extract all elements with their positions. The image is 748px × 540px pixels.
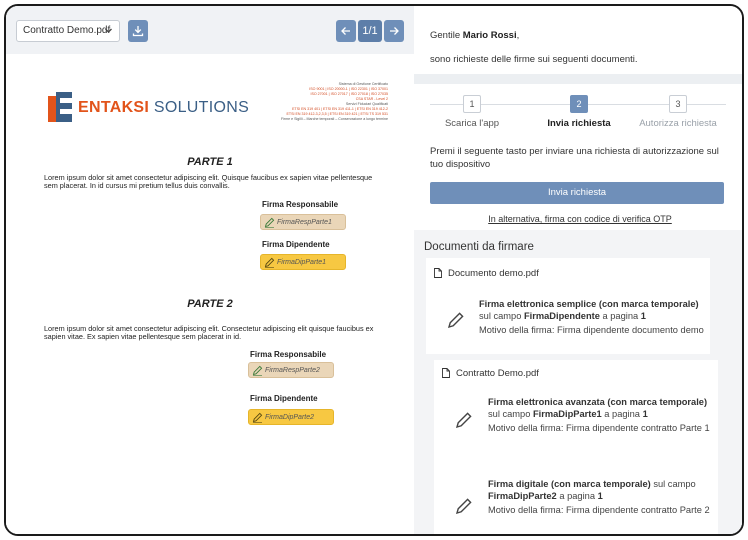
step-label: Scarica l'app — [444, 118, 500, 129]
page-indicator — [358, 20, 382, 42]
instruction-text: Premi il seguente tasto per inviare una richiesta di autorizzazione sul tuo dispositivo — [430, 146, 719, 170]
logo-word-bold: ENTAKSI — [78, 99, 150, 116]
pdf-viewer — [6, 6, 414, 534]
signature-field: FirmaDipParte2 — [488, 491, 557, 501]
download-button[interactable] — [128, 20, 148, 42]
user-name: Mario Rossi — [462, 30, 517, 41]
page-indicator-text: 1/1 — [362, 25, 378, 37]
part1-title: PARTE 1 — [187, 156, 233, 168]
signature-page: 1 — [640, 311, 646, 321]
pdf-page — [6, 54, 414, 534]
pen-icon — [252, 365, 263, 376]
document-card — [434, 360, 718, 534]
cert-line: ETSI EN 319 412-3,2,3,5 | ETSI EN 319 421 | ETSI TS 319 531 — [286, 112, 388, 116]
pen-icon — [264, 257, 275, 268]
signature-page: 1 — [642, 409, 648, 419]
file-select[interactable] — [16, 20, 120, 42]
cert-line: ETSI EN 319 401 | ETSI EN 319 411-1 | ETSI EN 319 412-2 — [292, 107, 388, 111]
step-label: Autorizza richiesta — [639, 118, 717, 129]
otp-link[interactable]: In alternativa, firma con codice di verifica OTP — [488, 214, 672, 224]
prev-page-button[interactable] — [336, 20, 356, 42]
arrow-right-icon — [388, 28, 400, 40]
signature-type: Firma digitale (con marca temporale) — [488, 479, 651, 489]
step-2 — [529, 94, 629, 129]
field-prefix: sul campo — [653, 479, 696, 489]
file-icon — [442, 368, 450, 378]
part1-resp-label: Firma Responsabile — [262, 200, 339, 209]
cert-line: ISO 27001 | ISO 27017 | ISO 27018 | ISO 27035 — [310, 92, 388, 96]
greeting — [430, 30, 519, 41]
page-prefix: a pagina — [604, 409, 640, 419]
document-card — [426, 258, 710, 354]
signature-reason: Motivo della firma: Firma dipendente documento demo — [479, 325, 704, 335]
document-name: Documento demo.pdf — [448, 268, 539, 279]
part1-dip-field[interactable] — [260, 254, 346, 270]
part1-text: Lorem ipsum dolor sit amet consectetur adipiscing elit. Quisque faucibus ex sapien vitae pellentesque sem placerat. In id cursus mi pretium tellus duis convallis. — [44, 173, 373, 191]
arrow-left-icon — [340, 28, 352, 40]
certification-block — [238, 82, 388, 122]
pen-icon — [454, 496, 474, 516]
file-icon — [434, 268, 442, 278]
pen-icon — [446, 310, 466, 330]
step-label: Invia richiesta — [547, 118, 611, 129]
signature-reason: Motivo della firma: Firma dipendente contratto Parte 2 — [488, 505, 710, 515]
signature-type: Firma elettronica semplice (con marca temporale) — [479, 299, 699, 309]
part2-text: Lorem ipsum dolor sit amet consectetur adipiscing elit. Consectetur adipiscing elit quisque faucibus ex sapien vitae. Ex sapien vitae pellentesque sem placerat in id. — [44, 324, 374, 342]
part2-title: PARTE 2 — [187, 298, 233, 310]
chevron-down-icon — [104, 21, 113, 48]
part2-dip-field[interactable] — [248, 409, 334, 425]
file-select-value: Contratto Demo.pdf — [23, 25, 111, 36]
signature-reason: Motivo della firma: Firma dipendente contratto Parte 1 — [488, 423, 710, 433]
part2-resp-field-name: FirmaRespParte2 — [265, 367, 320, 374]
divider-band — [414, 74, 744, 84]
viewer-toolbar — [6, 6, 414, 54]
part2-resp-field[interactable] — [248, 362, 334, 378]
app-window — [4, 4, 744, 536]
page-prefix: a pagina — [559, 491, 595, 501]
pen-icon — [252, 412, 263, 423]
step-number: 3 — [669, 95, 687, 113]
signature-type: Firma elettronica avanzata (con marca temporale) — [488, 397, 708, 407]
logo-mark — [48, 92, 76, 124]
greeting-prefix: Gentile — [430, 30, 461, 41]
pen-icon — [264, 217, 275, 228]
pen-icon — [454, 410, 474, 430]
part2-resp-label: Firma Responsabile — [250, 350, 327, 359]
logo-word-rest: SOLUTIONS — [153, 99, 250, 116]
document-name: Contratto Demo.pdf — [456, 368, 539, 379]
next-page-button[interactable] — [384, 20, 404, 42]
part1-resp-field[interactable] — [260, 214, 346, 230]
part2-dip-label: Firma Dipendente — [250, 394, 318, 403]
signature-field: FirmaDipParte1 — [532, 409, 602, 419]
signing-panel — [414, 6, 744, 534]
part1-dip-label: Firma Dipendente — [262, 240, 330, 249]
step-1 — [422, 94, 522, 129]
greeting-suffix: , — [516, 30, 520, 41]
field-prefix: sul campo — [479, 311, 522, 321]
step-3 — [628, 94, 728, 129]
signature-page: 1 — [597, 491, 603, 501]
cert-line: Sistema di Gestione Certificato — [338, 82, 388, 86]
step-number: 1 — [463, 95, 481, 113]
documents-title: Documenti da firmare — [424, 241, 534, 253]
part2-dip-field-name: FirmaDipParte2 — [265, 414, 315, 421]
page-prefix: a pagina — [602, 311, 639, 321]
send-request-button[interactable]: Invia richiesta — [430, 182, 724, 204]
intro-text: sono richieste delle firme sui seguenti documenti. — [430, 54, 638, 65]
cert-line: Servizi Fiduciari Qualificati — [345, 102, 388, 106]
field-prefix: sul campo — [488, 409, 531, 419]
cert-line: CSA STAR - Level 2 — [355, 97, 388, 101]
signature-field: FirmaDipendente — [523, 311, 600, 321]
part1-resp-field-name: FirmaRespParte1 — [277, 219, 332, 226]
cert-line: Firme e Sigilli – Marche temporali – Conservazione a lungo termine — [280, 117, 388, 121]
cert-line: ISO 9001 | ISO 20000-1 | ISO 22301 | ISO 37001 — [309, 87, 388, 91]
step-number: 2 — [570, 95, 588, 113]
part1-dip-field-name: FirmaDipParte1 — [277, 259, 327, 266]
download-icon — [132, 28, 144, 40]
